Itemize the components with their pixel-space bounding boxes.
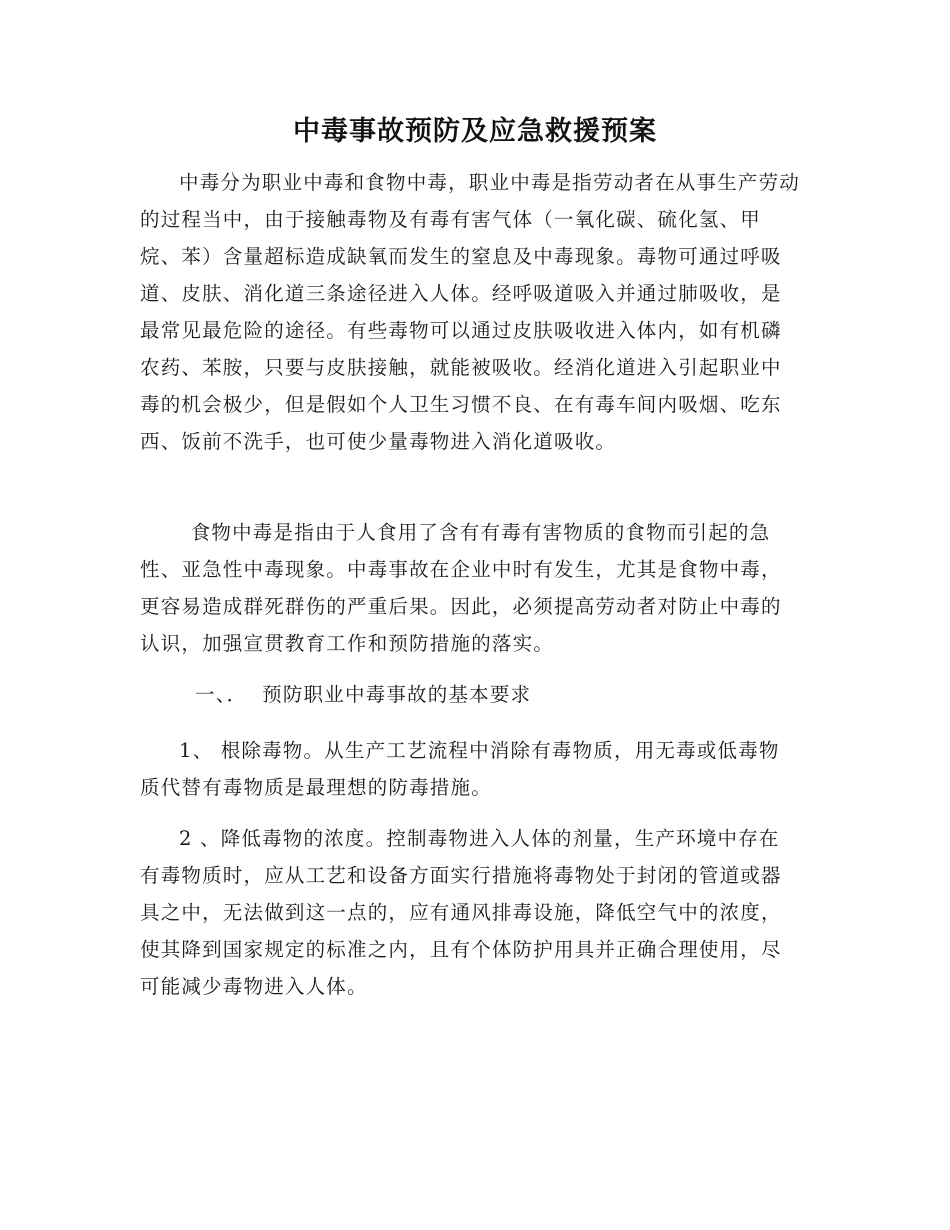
list-item-reduce-concentration: 2 、降低毒物的浓度。控制毒物进入人体的剂量，生产环境中存在有毒物质时，应从工艺和设备方面实行措施将毒物处于封闭的管道或器具之中，无法做到这一点的，应有通风排毒设施，降低空气中的浓度，使其降到国家规定的标准之内，且有个体防护用具并正确合理使用，尽可能减少毒物进入人体。 <box>140 827 782 998</box>
paragraph-occupational-poisoning: 中毒分为职业中毒和食物中毒，职业中毒是指劳动者在从事生产劳动的过程当中，由于接触毒物及有毒有害气体（一氧化碳、硫化氢、甲烷、苯）含量超标造成缺氧而发生的窒息及中毒现象。毒物可通过呼吸道、皮肤、消化道三条途径进入人体。经呼吸道吸入并通过肺吸收，是最常见最危险的途径。有些毒物可以通过皮肤吸收进入体内，如有机磷农药、苯胺，只要与皮肤接触，就能被吸收。经消化道进入引起职业中毒的机会极少，但是假如个人卫生习惯不良、在有毒车间内吸烟、吃东西、饭前不洗手，也可使少量毒物进入消化道吸收。 <box>140 171 801 453</box>
section-heading: 一、． 预防职业中毒事故的基本要求 <box>195 683 532 706</box>
list-item-eliminate-toxins: 1、 根除毒物。从生产工艺流程中消除有毒物质，用无毒或低毒物质代替有毒物质是最理想的防毒措施。 <box>140 739 780 799</box>
document-title: 中毒事故预防及应急救援预案 <box>293 116 657 147</box>
paragraph-food-poisoning: 食物中毒是指由于人食用了含有有毒有害物质的食物而引起的急性、亚急性中毒现象。中毒事故在企业中时有发生，尤其是食物中毒，更容易造成群死群伤的严重后果。因此，必须提高劳动者对防止中毒的认识，加强宣贯教育工作和预防措施的落实。 <box>140 521 782 655</box>
